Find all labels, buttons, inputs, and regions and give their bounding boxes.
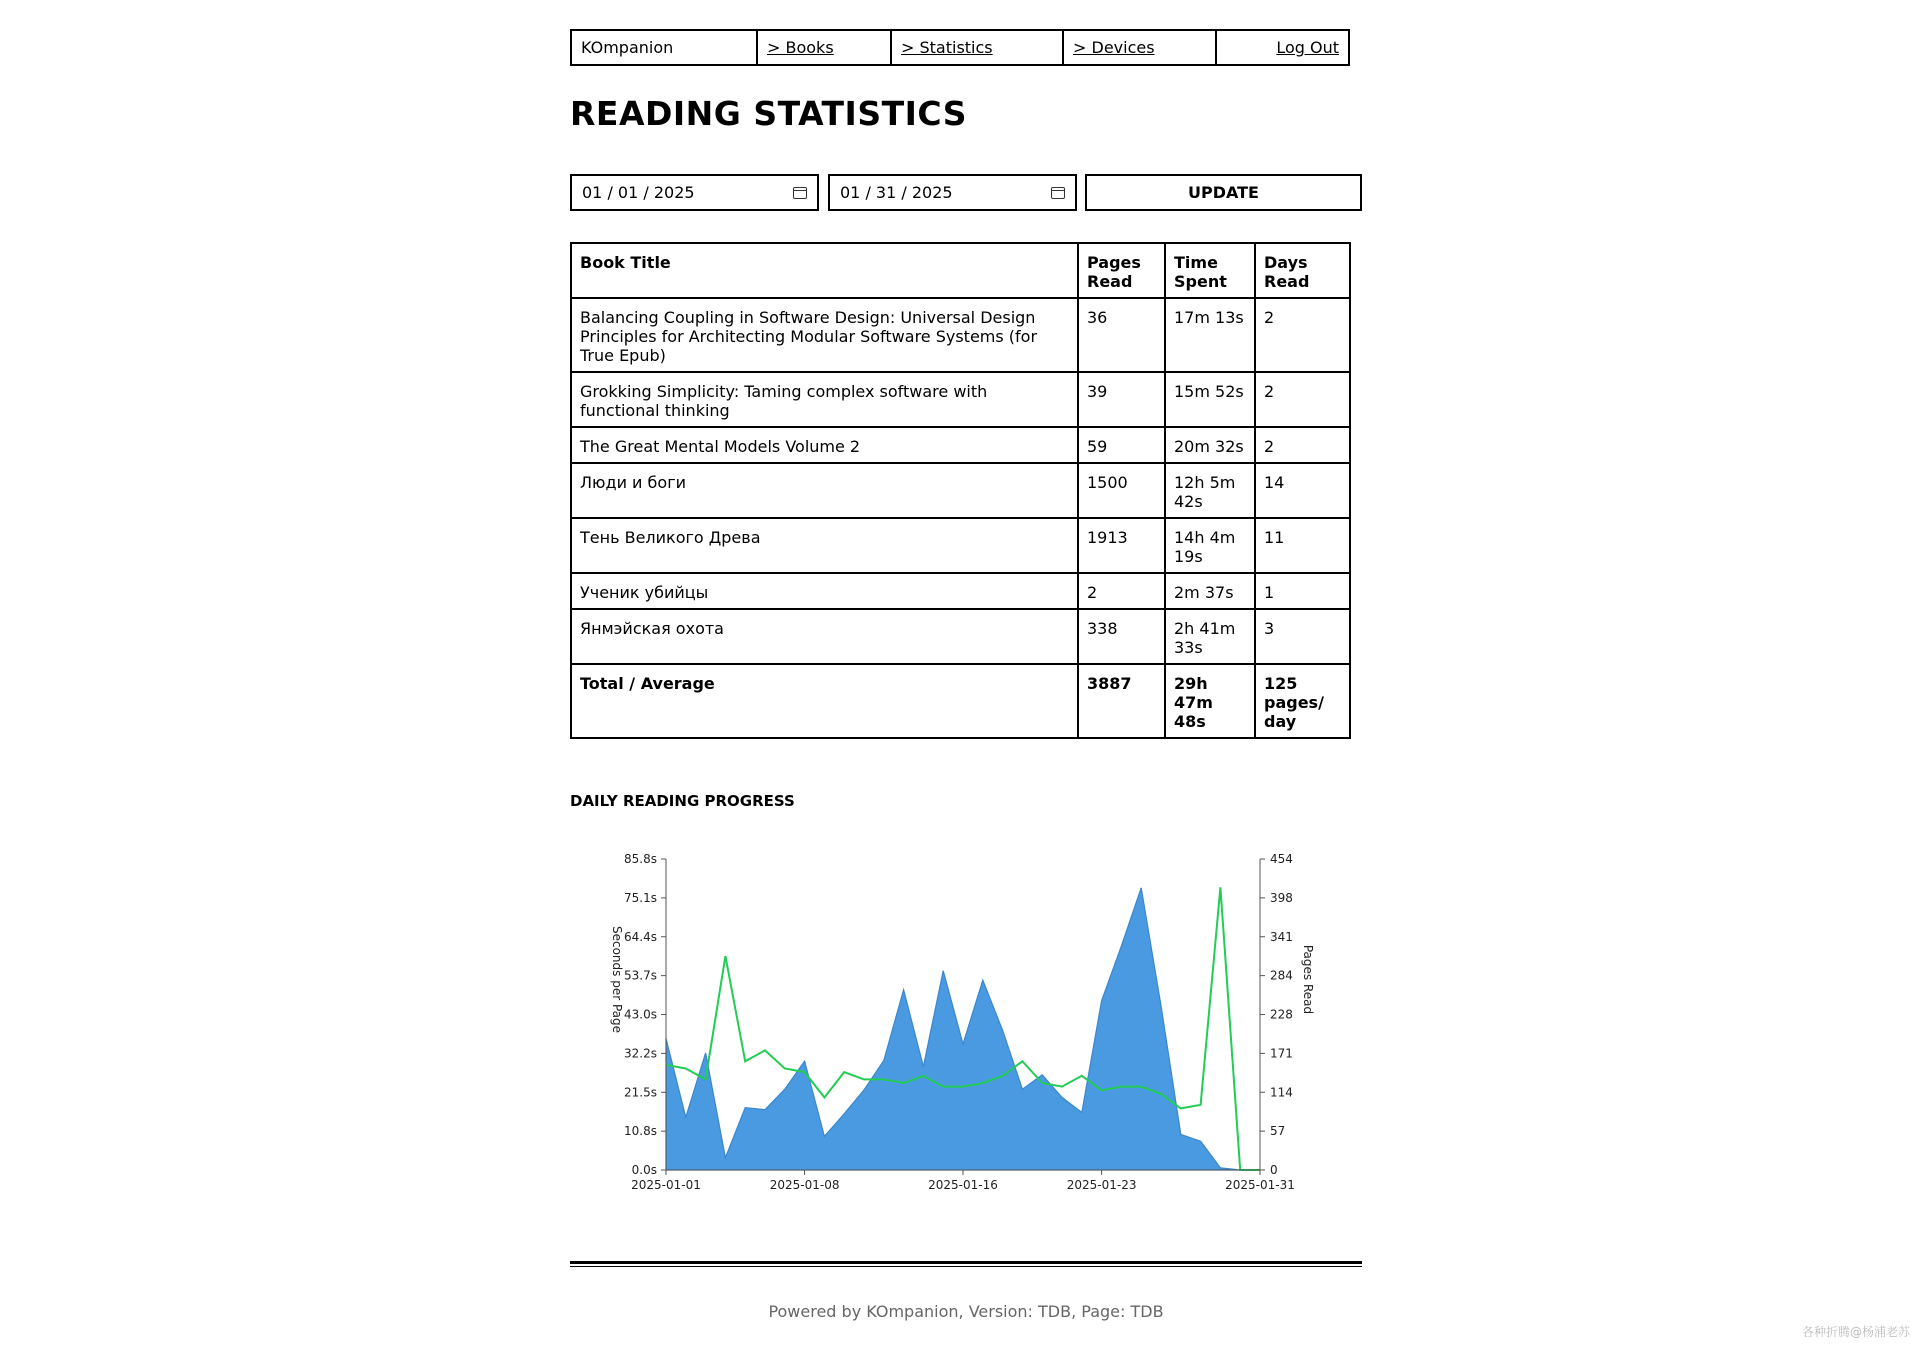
left-tick-label: 75.1s — [624, 890, 657, 905]
cell-title: Люди и боги — [571, 463, 1078, 518]
nav-devices[interactable] — [1064, 31, 1217, 64]
cell-time: 12h 5m 42s — [1165, 463, 1255, 518]
cell-time: 14h 4m 19s — [1165, 518, 1255, 573]
y-right-label: Pages Read — [1301, 944, 1315, 1015]
right-tick-label: 171 — [1270, 1046, 1293, 1061]
cell-pages: 1500 — [1078, 463, 1165, 518]
update-button[interactable]: UPDATE — [1085, 174, 1362, 211]
stats-table — [570, 242, 1351, 739]
right-tick-label: 284 — [1270, 968, 1293, 983]
nav-statistics-link[interactable]: > Statistics — [901, 38, 993, 57]
cell-time: 20m 32s — [1165, 427, 1255, 463]
x-tick-label: 2025-01-08 — [769, 1178, 840, 1192]
cell-time: 17m 13s — [1165, 298, 1255, 372]
brand: KOmpanion — [572, 31, 758, 64]
total-label: Total / Average — [571, 664, 1078, 738]
total-pages: 3887 — [1078, 664, 1165, 738]
cell-title: Янмэйская охота — [571, 609, 1078, 664]
table-row — [571, 372, 1350, 427]
table-row — [571, 518, 1350, 573]
cell-time: 2h 41m 33s — [1165, 609, 1255, 664]
cell-title: Grokking Simplicity: Taming complex software with functional thinking — [571, 372, 1078, 427]
top-nav — [570, 29, 1350, 66]
right-tick-label: 114 — [1270, 1085, 1293, 1100]
left-tick-label: 10.8s — [624, 1124, 657, 1139]
col-pages-read: Pages Read — [1078, 243, 1165, 298]
left-tick-label: 64.4s — [624, 929, 657, 944]
left-tick-label: 43.0s — [624, 1007, 657, 1022]
table-header-row — [571, 243, 1350, 298]
cell-days: 14 — [1255, 463, 1350, 518]
cell-title: The Great Mental Models Volume 2 — [571, 427, 1078, 463]
table-row — [571, 463, 1350, 518]
x-tick-label: 2025-01-23 — [1066, 1178, 1137, 1192]
calendar-icon[interactable] — [793, 187, 807, 199]
total-time: 29h 47m 48s — [1165, 664, 1255, 738]
left-tick-label: 53.7s — [624, 968, 657, 983]
nav-books-link[interactable]: > Books — [767, 38, 834, 57]
cell-time: 15m 52s — [1165, 372, 1255, 427]
cell-days: 1 — [1255, 573, 1350, 609]
cell-title: Balancing Coupling in Software Design: Universal Design Principles for Architecting Modular Software Systems (for True Epub) — [571, 298, 1078, 372]
left-tick-label: 0.0s — [631, 1163, 657, 1177]
cell-days: 2 — [1255, 427, 1350, 463]
start-date-value: 01 / 01 / 2025 — [582, 183, 695, 202]
start-date-input[interactable] — [570, 174, 819, 211]
page-title: READING STATISTICS — [570, 94, 967, 133]
cell-days: 2 — [1255, 372, 1350, 427]
nav-devices-link[interactable]: > Devices — [1073, 38, 1155, 57]
x-tick-label: 2025-01-01 — [631, 1178, 701, 1192]
cell-days: 3 — [1255, 609, 1350, 664]
footer-divider — [570, 1261, 1362, 1264]
cell-time: 2m 37s — [1165, 573, 1255, 609]
cell-days: 11 — [1255, 518, 1350, 573]
footer-text: Powered by KOmpanion, Version: TDB, Page: TDB — [768, 1302, 1164, 1321]
table-total-row — [571, 664, 1350, 738]
cell-pages: 59 — [1078, 427, 1165, 463]
average-pages-per-day: 125 pages/ day — [1255, 664, 1350, 738]
left-tick-label: 21.5s — [624, 1085, 657, 1100]
cell-pages: 39 — [1078, 372, 1165, 427]
right-tick-label: 0 — [1270, 1163, 1278, 1177]
col-time-spent: Time Spent — [1165, 243, 1255, 298]
x-tick-label: 2025-01-31 — [1225, 1178, 1295, 1192]
left-tick-label: 85.8s — [624, 852, 657, 866]
cell-title: Тень Великого Древа — [571, 518, 1078, 573]
table-row — [571, 573, 1350, 609]
calendar-icon[interactable] — [1051, 187, 1065, 199]
nav-books[interactable] — [758, 31, 892, 64]
logout-link[interactable]: Log Out — [1276, 38, 1339, 57]
footer-divider-thin — [570, 1266, 1362, 1267]
x-tick-label: 2025-01-16 — [928, 1178, 998, 1192]
right-tick-label: 454 — [1270, 852, 1293, 866]
cell-pages: 2 — [1078, 573, 1165, 609]
col-days-read: Days Read — [1255, 243, 1350, 298]
right-tick-label: 57 — [1270, 1124, 1286, 1139]
cell-title: Ученик убийцы — [571, 573, 1078, 609]
y-left-label: Seconds per Page — [610, 925, 624, 1034]
left-tick-label: 32.2s — [624, 1046, 657, 1061]
table-row — [571, 298, 1350, 372]
daily-reading-chart — [570, 830, 1362, 1200]
end-date-input[interactable] — [828, 174, 1077, 211]
cell-pages: 338 — [1078, 609, 1165, 664]
cell-days: 2 — [1255, 298, 1350, 372]
nav-statistics[interactable] — [892, 31, 1064, 64]
right-tick-label: 398 — [1270, 890, 1293, 905]
cell-pages: 36 — [1078, 298, 1165, 372]
right-tick-label: 341 — [1270, 929, 1293, 944]
chart-title: DAILY READING PROGRESS — [570, 792, 795, 810]
table-row — [571, 609, 1350, 664]
right-tick-label: 228 — [1270, 1007, 1293, 1022]
watermark: 各种折腾@杨浦老苏 — [1801, 1325, 1910, 1339]
cell-pages: 1913 — [1078, 518, 1165, 573]
col-book-title: Book Title — [571, 243, 1078, 298]
table-row — [571, 427, 1350, 463]
nav-logout[interactable] — [1217, 31, 1348, 64]
pages-read-area — [666, 888, 1260, 1170]
end-date-value: 01 / 31 / 2025 — [840, 183, 953, 202]
